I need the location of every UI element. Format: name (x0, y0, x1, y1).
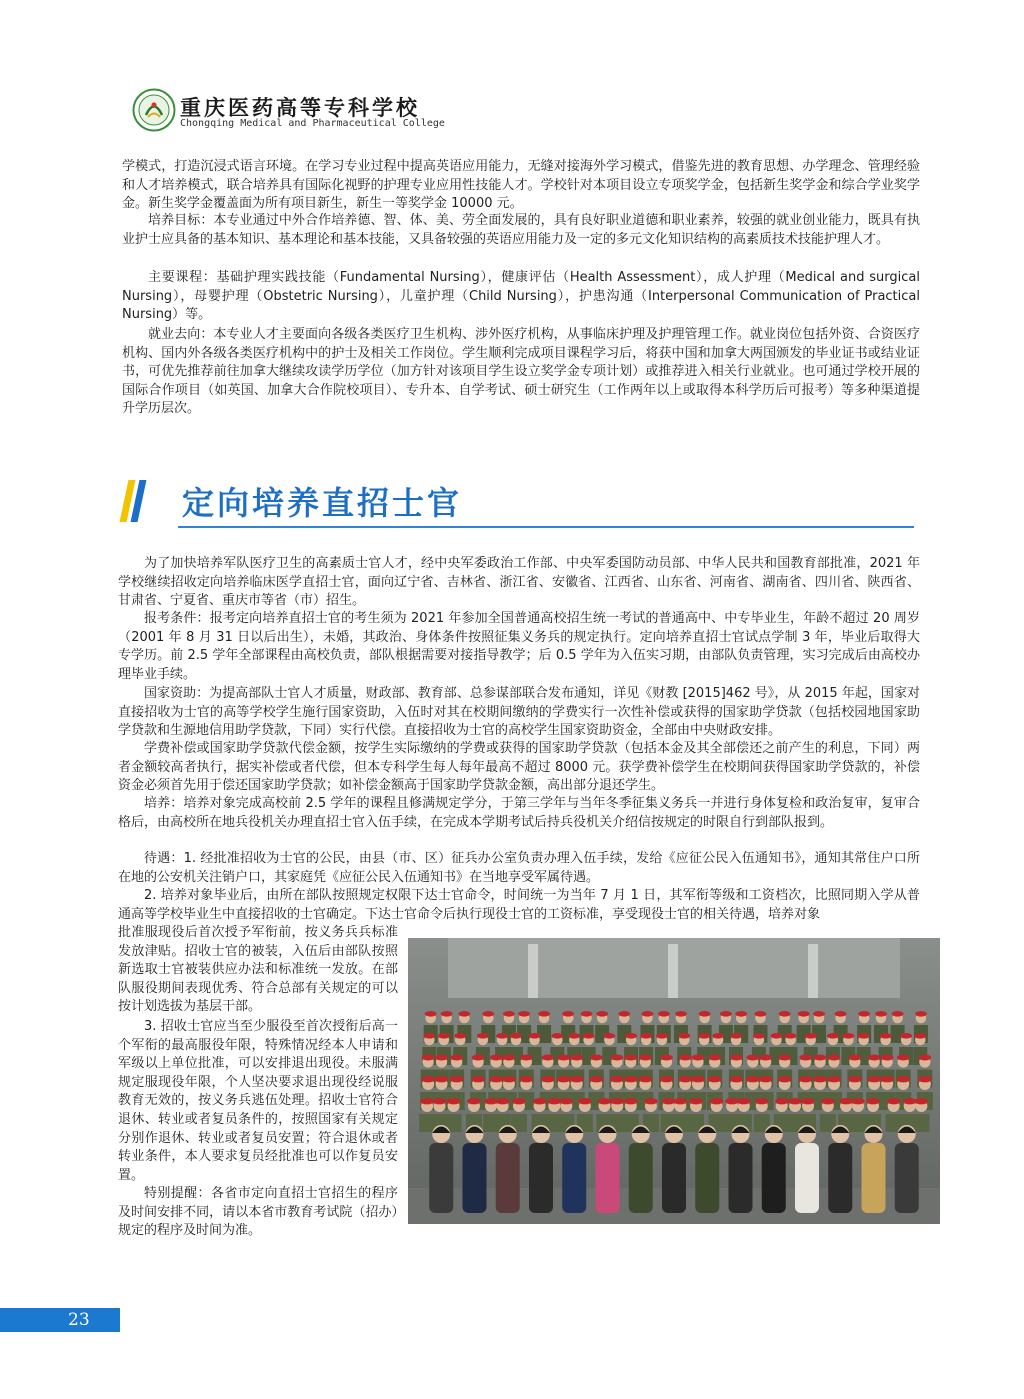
section-paragraph-narrow: 批准服现役后首次授予军衔前，按义务兵兵标准发放津贴。招收士官的被装，入伍后由部队按照新选取士官被装供应办法和标准统一发放。在部队服役期间表现优秀、符合总部有关规定的可以按计划选拔为基层干部。 (118, 925, 398, 1015)
intro-paragraph: 主要课程：基础护理实践技能（Fundamental Nursing），健康评估（Health Assessment），成人护理（Medical and surgical Nursing），母婴护理（Obstetric Nursing），儿童护理（Child Nursing），护患沟通（Interpersonal Communication of Practical Nursing）等。 (122, 270, 920, 323)
section-paragraph: 国家资助：为提高部队士官人才质量，财政部、教育部、总参谋部联合发布通知，详见《财教 [2015]462 号》，从 2015 年起，国家对直接招收为士官的高等学校学生施行国家资助，入伍时对其在校期间缴纳的学费实行一次性补偿或获得的国家助学贷款（包括校园地国家助学贷款和生源地信用助学贷款，下同）实行代偿。直接招收为士官的高校学生国家资助资金，全部由中央财政安排。 (118, 686, 920, 739)
section-paragraph: 待遇：1. 经批准招收为士官的公民，由县（市、区）征兵办公室负责办理入伍手续，发给《应征公民入伍通知书》，通知其常住户口所在地的公安机关注销户口，其家庭凭《应征公民入伍通知书》在当地享受军属待遇。 (118, 851, 920, 885)
section-paragraph: 为了加快培养军队医疗卫生的高素质士官人才，经中央军委政治工作部、中央军委国防动员部、中华人民共和国教育部批准，2021 年学校继续招收定向培养临床医学直招士官，面向辽宁省、吉林省、浙江省、安徽省、江西省、山东省、河南省、湖南省、四川省、陕西省、甘肃省、宁夏省、重庆市等省（市）招生。 (118, 556, 920, 609)
page-number-tab (0, 1308, 120, 1332)
section-paragraph: 报考条件：报考定向培养直招士官的考生须为 2021 年参加全国普通高校招生统一考试的普通高中、中专毕业生，年龄不超过 20 周岁（2001 年 8 月 31 日以后出生），未婚，其政治、身体条件按照征集义务兵的规定执行。定向培养直招士官试点学制 3 年，毕业后取得大专学历。前 2.5 学年全部课程由高校负责，部队根据需要对接指导教学；后 0.5 学年为入伍实习期，由部队负责管理，实习完成后由高校办理毕业手续。 (118, 611, 920, 682)
school-header (132, 88, 532, 138)
section-divider (178, 526, 914, 528)
page-number: 23 (68, 1310, 90, 1330)
section-paragraph-narrow: 特别提醒：各省市定向直招士官招生的程序及时间安排不同，请以本省市教育考试院（招办）规定的程序及时间为准。 (118, 1186, 398, 1239)
section-paragraph: 学费补偿或国家助学贷款代偿金额，按学生实际缴纳的学费或获得的国家助学贷款（包括本金及其全部偿还之前产生的利息，下同）两者金额较高者执行，据实补偿或者代偿，但本专科学生每人每年最高不超过 8000 元。获学费补偿学生在校期间获得国家助学贷款的，补偿资金必须首先用于偿还国家助学贷款；如补偿金额高于国家助学贷款金额，高出部分退还学生。 (118, 741, 920, 794)
intro-paragraph: 培养目标：本专业通过中外合作培养德、智、体、美、劳全面发展的，具有良好职业道德和职业素养，较强的就业创业能力，既具有执业护士应具备的基本知识、基本理论和基本技能，又具备较强的英语应用能力及一定的多元文化知识结构的高素质技术技能护理人才。 (122, 213, 920, 247)
section-paragraph-narrow: 3. 招收士官应当至少服役至首次授衔后高一个军衔的最高服役年限，特殊情况经本人申请和军级以上单位批准，可以安排退出现役。未服满规定服现役年限，个人坚决要求退出现役经说服教育无效的，按义务兵逃伍处理。招收士官符合退休、转业或者复员条件的，按照国家有关规定分别作退休、转业或者复员安置；符合退休或者转业条件，本人要求复员经批准也可以作复员安置。 (118, 1019, 398, 1183)
intro-paragraph: 就业去向：本专业人才主要面向各级各类医疗卫生机构、涉外医疗机构，从事临床护理及护理管理工作。就业岗位包括外资、合资医疗机构、国内外各级各类医疗机构中的护士及相关工作岗位。学生顺利完成项目课程学习后，将获中国和加拿大两国颁发的毕业证书或结业证书，可优先推荐前往加拿大继续攻读学历学位（加方针对该项目学生设立奖学金专项计划）或推荐进入相关行业就业。也可通过学校开展的国际合作项目（如英国、加拿大合作院校项目）、专升本、自学考试、硕士研究生（工作两年以上或取得本科学历后可报考）等多种渠道提升学历层次。 (122, 327, 920, 417)
group-photo-icon (408, 938, 940, 1224)
intro-paragraph: 学模式，打造沉浸式语言环境。在学习专业过程中提高英语应用能力，无缝对接海外学习模式，借鉴先进的教育思想、办学理念、管理经验和人才培养模式，联合培养具有国际化视野的护理专业应用性技能人才。学校针对本项目设立专项奖学金，包括新生奖学金和综合学业奖学金。新生奖学金覆盖面为所有项目新生，新生一等奖学金 10000 元。 (122, 159, 920, 212)
section-paragraph: 2. 培养对象毕业后，由所在部队按照规定权限下达士官命令，时间统一为当年 7 月 1 日，其军衔等级和工资档次，比照同期入学从普通高等学校毕业生中直接招收的士官确定。下达士官命令后执行现役士官的工资标准，享受现役士官的相关待遇，培养对象 (118, 888, 920, 922)
school-logo-icon (132, 88, 176, 132)
school-name-en: Chongqing Medical and Pharmaceutical College (180, 118, 445, 129)
school-name-cn: 重庆医药高等专科学校 (180, 95, 420, 120)
section-paragraph: 培养：培养对象完成高校前 2.5 学年的课程且修满规定学分，于第三学年与当年冬季征集义务兵一并进行身体复检和政治复审，复审合格后，由高校所在地兵役机关办理直招士官入伍手续，在完成本学期考试后持兵役机关介绍信按规定的时限自行到部队报到。 (118, 796, 920, 830)
section-title: 定向培养直招士官 (182, 484, 463, 522)
section-heading (122, 476, 914, 532)
group-photo (408, 938, 940, 1224)
